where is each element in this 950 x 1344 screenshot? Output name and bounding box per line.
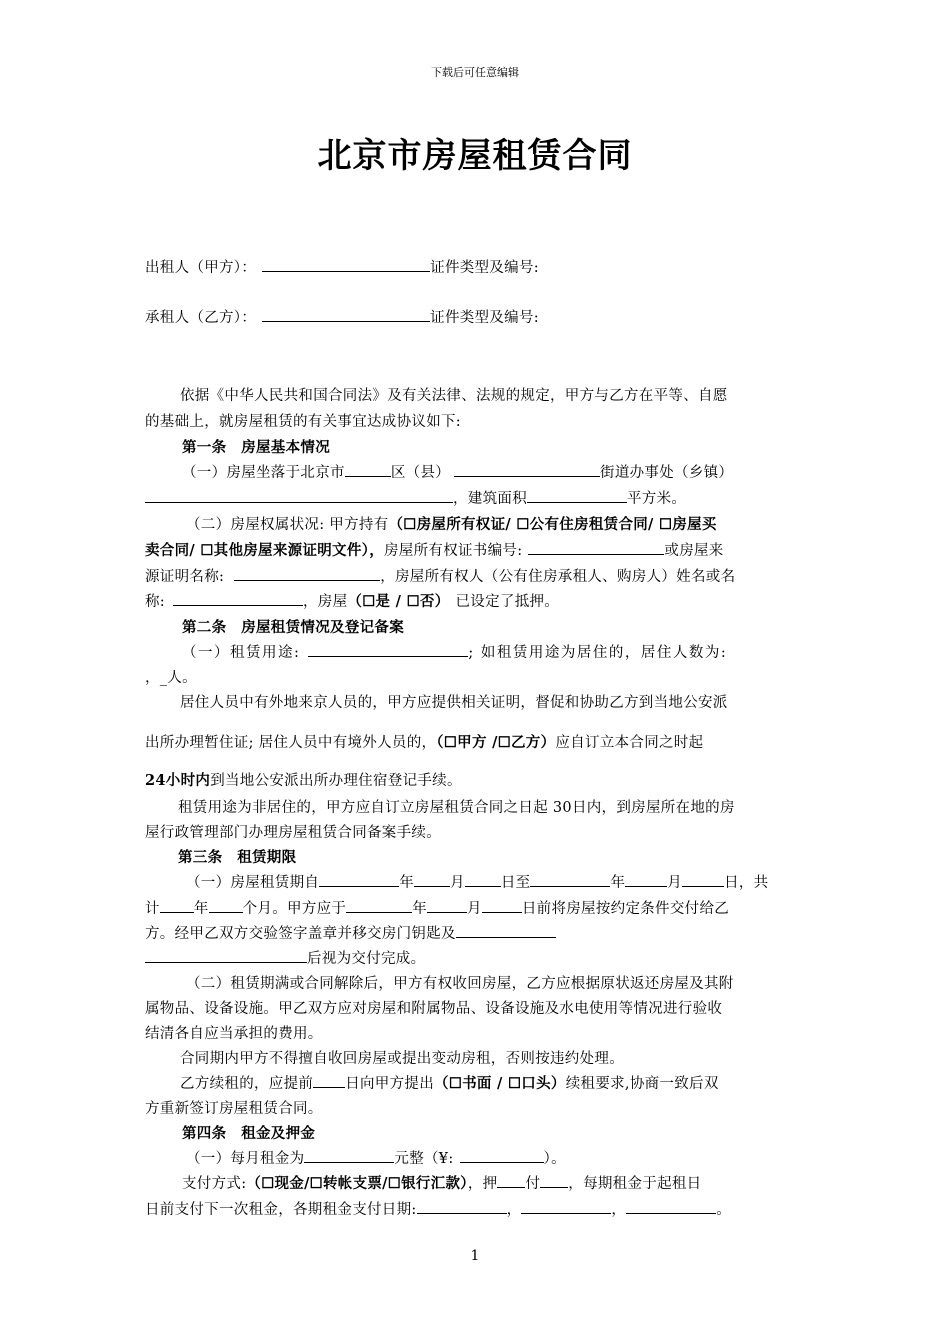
party-a-label: 出租人（甲方）： [145,260,257,276]
registration-party-options[interactable]: （☐甲方 /☐乙方） [436,734,556,751]
art4-p1-c: ）。 [543,1151,566,1167]
deliver-day-blank[interactable] [482,898,522,913]
art2-p1-a: （一）租赁用途: [182,645,301,661]
art3-p1-line2 [145,897,729,918]
art1-p2-b: 房屋所有权证书编号: [384,543,523,559]
day-to-label: 日至 [500,875,531,891]
art2-p2-line3 [145,769,462,790]
art4-p2-d: ，每期租金于起租日 [568,1176,702,1192]
party-b-label: 承租人（乙方）： [145,310,257,326]
art2-p3-line1: 租赁用途为非居住的，甲方应自订立房屋租赁合同之日起 30日内，到房屋所在地的房 [178,800,735,816]
art3-p2-line2: 属物品、设备设施。甲乙双方应对房屋和附属物品、设备设施及水电使用等情况进行验收 [145,1001,723,1017]
party-a-line [145,256,539,277]
art4-p2-line1 [182,1172,701,1193]
renewal-form-options[interactable]: （☐书面 / ☐口头） [434,1075,566,1092]
certificate-number-blank[interactable] [528,540,664,555]
handover-items-blank-2[interactable] [145,948,307,963]
art4-p1-b: 元整（¥: [394,1151,454,1167]
year-label: 年 [610,875,626,891]
art4-p2-a: 支付方式: [182,1176,247,1192]
party-a-id-label: 证件类型及编号: [430,260,539,276]
source-doc-name-blank[interactable] [234,566,380,581]
art1-p1-a: （一）房屋坐落于北京市 [182,465,345,481]
party-a-name-blank[interactable] [262,257,430,272]
total-label: 计 [145,901,160,917]
art3-p1-line1 [186,871,768,892]
art1-p1-c: 街道办事处（乡镇） [600,465,734,481]
art2-p2-a: 出所办理暂住证; 居住人员中有境外人员的， [145,735,437,751]
ownership-doc-options-cont[interactable]: 卖合同/ ☐其他房屋来源证明文件）， [145,542,384,559]
art2-p3-line2: 屋行政管理部门办理房屋租赁合同备案手续。 [145,825,441,841]
art2-p2-line2 [145,731,703,752]
comma: ， [611,1202,627,1218]
art3-p1-line3 [145,922,556,943]
art2-p1-line1 [182,641,727,662]
total-years-blank[interactable] [160,898,194,913]
art4-p1-a: （一）每月租金为 [186,1151,305,1167]
deliver-label: 日前将房屋按约定条件交付给乙 [521,901,730,917]
art3-p2-line3: 结清各自应当承担的费用。 [145,1026,323,1042]
art4-p2-b: ，押 [467,1176,498,1192]
handover-items-blank[interactable] [456,923,556,938]
art1-p1-d: ，建筑面积 [453,491,527,507]
art3-p4-b: 日向甲方提出 [345,1076,435,1092]
art1-p2-c: 或房屋来 [664,543,724,559]
intro-line-1: 依据《中华人民共和国合同法》及有关法律、法规的规定，甲方与乙方在平等、自愿 [180,388,728,404]
page-number: 1 [470,1248,480,1264]
art4-p2-line2 [145,1198,731,1219]
art1-p2-line3 [145,565,735,586]
art3-p4-a: 乙方续租的，应提前 [180,1076,314,1092]
art1-p1-line1 [182,461,733,482]
renewal-days-blank[interactable] [313,1073,345,1088]
art1-p2-g: ，房屋 [303,594,348,610]
start-day-blank[interactable] [465,872,501,887]
article-1-heading: 第一条 房屋基本情况 [182,439,330,456]
art4-p1 [186,1147,566,1168]
start-month-blank[interactable] [414,872,450,887]
art4-p2-e: 日前支付下一次租金，各期租金支付日期: [145,1202,417,1218]
month-label: 月 [667,875,683,891]
art3-p3: 合同期内甲方不得擅自收回房屋或提出变动房租，否则按违约处理。 [180,1051,624,1067]
document-title: 北京市房屋租赁合同 [317,136,633,176]
monthly-rent-blank[interactable] [304,1148,394,1163]
art2-p2-c: 到当地公安派出所办理住宿登记手续。 [210,773,462,789]
ownership-doc-options[interactable]: （☐房屋所有权证/ ☐公有住房租赁合同/ ☐房屋买 [388,516,717,533]
year-label: 年 [193,901,209,917]
intro-line-2: 的基础上，就房屋租赁的有关事宜达成协议如下: [145,414,461,430]
art3-p4-line2: 方重新签订房屋租赁合同。 [145,1101,323,1117]
art3-p4-line1 [180,1072,719,1093]
party-b-line [145,306,539,327]
payment-date-blank-3[interactable] [626,1199,716,1214]
art3-p1-a: （一）房屋租赁期自 [186,875,320,891]
article-4-heading: 第四条 租金及押金 [182,1125,316,1142]
party-b-id-label: 证件类型及编号: [430,310,539,326]
month-label: 月 [467,901,482,917]
art2-24h: 24小时内 [145,772,211,789]
art4-p2-c: 付 [525,1176,541,1192]
art1-p2-line2 [145,539,724,560]
district-blank[interactable] [345,462,391,477]
art3-p1-d: 后视为交付完成。 [307,951,426,967]
period: 。 [716,1202,732,1218]
year-label: 年 [399,875,415,891]
payment-date-blank-1[interactable] [417,1199,507,1214]
art2-p2-b: 应自订立本合同之时起 [555,735,704,751]
area-blank[interactable] [527,488,627,503]
start-year-blank[interactable] [319,872,399,887]
art2-p2-line1: 居住人员中有外地来京人员的，甲方应提供相关证明，督促和协助乙方到当地公安派 [180,695,728,711]
rent-amount-blank[interactable] [460,1148,544,1163]
total-months-blank[interactable] [209,898,243,913]
art1-p2-a: （二）房屋权属状况: 甲方持有 [186,517,389,533]
party-b-name-blank[interactable] [262,307,430,322]
art3-p1-c: 方。经甲乙双方交验签字盖章并移交房门钥匙及 [145,926,456,942]
month-label: 月 [450,875,465,891]
header-note: 下载后可任意编辑 [431,66,519,79]
art3-p1-line4 [145,947,425,968]
art1-p2-e: ，房屋所有权人（公有住房承租人、购房人）姓名或名 [380,569,736,585]
art2-p1-line2: ，_人。 [145,670,197,686]
art1-p1-e: 平方米。 [627,491,687,507]
art1-p2-line4 [145,590,559,611]
art1-p2-line1 [186,513,717,534]
art2-p1-b: ; 如租赁用途为居住的，居住人数为: [468,645,728,661]
deliver-month-blank[interactable] [427,898,467,913]
pay-months-blank[interactable] [540,1173,568,1188]
end-month-blank[interactable] [625,872,667,887]
mortgage-options[interactable]: （☐是 / ☐否） [347,593,450,610]
end-year-blank[interactable] [530,872,610,887]
art1-p2-f: 称: [145,594,165,610]
deposit-months-blank[interactable] [497,1173,525,1188]
article-3-heading: 第三条 租赁期限 [178,849,297,866]
art3-p4-c: 续租要求,协商一致后双 [565,1076,719,1092]
months-label: 个月。甲方应于 [242,901,347,917]
art1-p1-b: 区（县） [390,465,451,481]
year-label: 年 [412,901,428,917]
day-total-label: 日，共 [724,875,769,891]
article-2-heading: 第二条 房屋租赁情况及登记备案 [182,619,404,636]
art1-p2-h: 已设定了抵押。 [455,594,560,610]
owner-name-blank[interactable] [173,591,303,606]
deliver-year-blank[interactable] [346,898,412,913]
address-blank[interactable] [145,488,453,503]
art3-p2-line1: （二）租赁期满或合同解除后，甲方有权收回房屋，乙方应根据原状返还房屋及其附 [186,976,734,992]
street-blank[interactable] [454,462,600,477]
lease-purpose-blank[interactable] [308,642,468,657]
art1-p1-line2 [145,487,686,508]
payment-method-options[interactable]: （☐现金/☐转帐支票/☐银行汇款） [246,1175,468,1192]
art1-p2-d: 源证明名称: [145,569,225,585]
comma: ， [506,1202,522,1218]
payment-date-blank-2[interactable] [521,1199,611,1214]
end-day-blank[interactable] [682,872,724,887]
